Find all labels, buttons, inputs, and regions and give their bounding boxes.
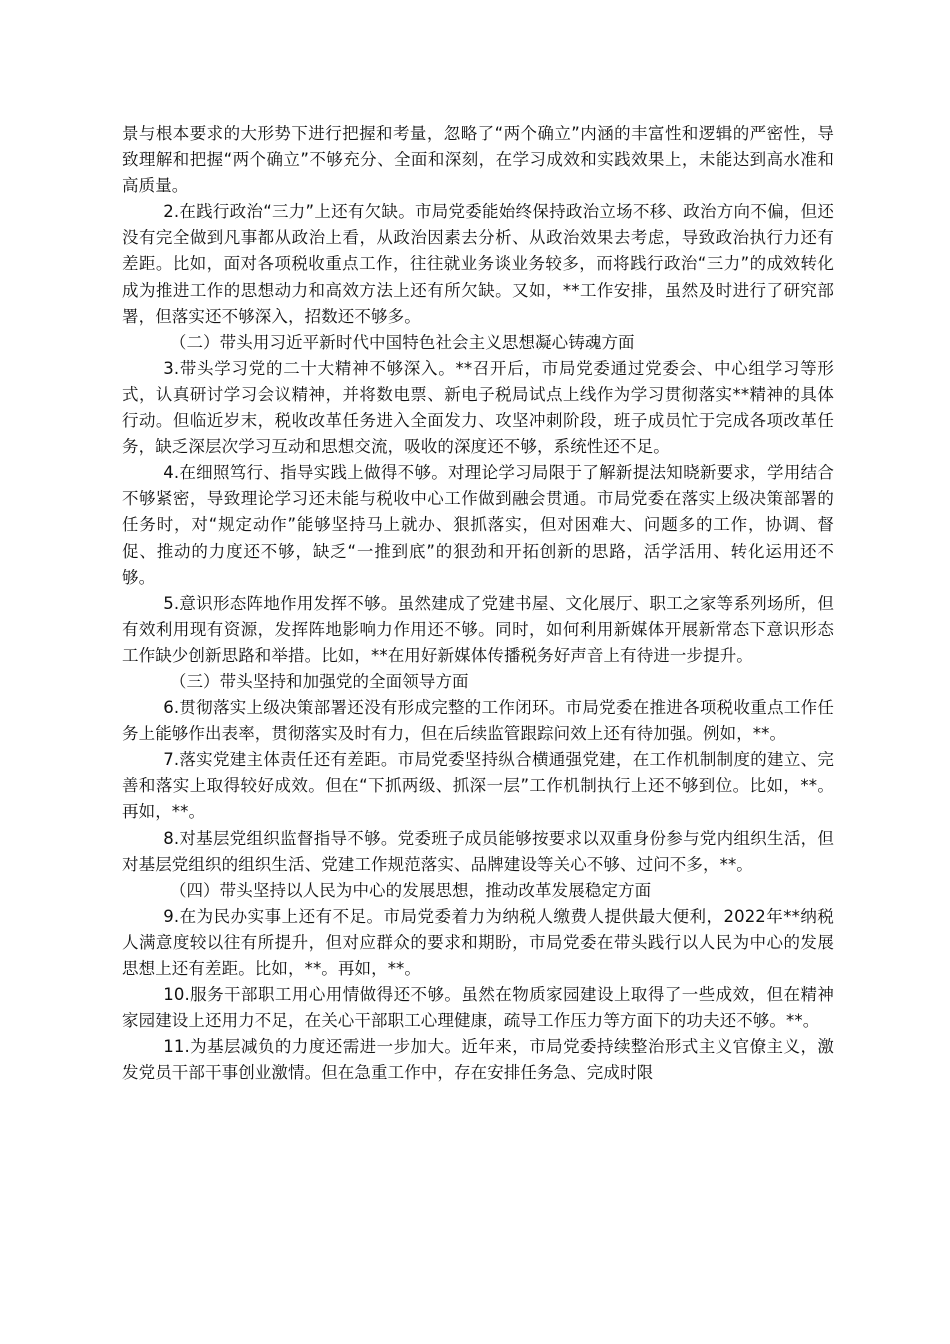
paragraph-item-8: 8.对基层党组织监督指导不够。党委班子成员能够按要求以双重身份参与党内组织生活，但对基层党组织的组织生活、党建工作规范落实、品牌建设等关心不够、过问不多，**。 <box>122 828 834 874</box>
paragraph-item-11: 11.为基层减负的力度还需进一步加大。近年来，市局党委持续整治形式主义官僚主义，激发党员干部干事创业激情。但在急重工作中，存在安排任务急、完成时限 <box>122 1037 834 1083</box>
paragraph-item-7: 7.落实党建主体责任还有差距。市局党委坚持纵合横通强党建，在工作机制制度的建立、完善和落实上取得较好成效。但在“下抓两级、抓深一层”工作机制执行上还不够到位。比如，**。再如，**。 <box>122 750 834 822</box>
paragraph-item-6: 6.贯彻落实上级决策部署还没有形成完整的工作闭环。市局党委在推进各项税收重点工作任务上能够作出表率，贯彻落实及时有力，但在后续监管跟踪问效上还有待加强。例如，**。 <box>122 698 834 744</box>
paragraph-item-9: 9.在为民办实事上还有不足。市局党委着力为纳税人缴费人提供最大便利，2022年**纳税人满意度较以往有所提升，但对应群众的要求和期盼，市局党委在带头践行以人民为中心的发展思想上还有差距。比如，**。再如，**。 <box>122 906 834 978</box>
document-page <box>122 121 834 1086</box>
section-heading-4: （四）带头坚持以人民为中心的发展思想，推动改革发展稳定方面 <box>169 880 652 900</box>
paragraph-item-10: 10.服务干部职工用心用情做得还不够。虽然在物质家园建设上取得了一些成效，但在精神家园建设上还用力不足，在关心干部职工心理健康，疏导工作压力等方面下的功夫还不够。**。 <box>122 985 834 1031</box>
paragraph-item-3: 3.带头学习党的二十大精神不够深入。**召开后，市局党委通过党委会、中心组学习等形式，认真研讨学习会议精神，并将数电票、新电子税局试点上线作为学习贯彻落实**精神的具体行动。但临近岁末，税收改革任务进入全面发力、攻坚冲刺阶段，班子成员忙于完成各项改革任务，缺乏深层次学习互动和思想交流，吸收的深度还不够，系统性还不足。 <box>122 358 834 457</box>
paragraph-continuation: 景与根本要求的大形势下进行把握和考量，忽略了“两个确立”内涵的丰富性和逻辑的严密性，导致理解和把握“两个确立”不够充分、全面和深刻，在学习成效和实践效果上，未能达到高水准和高质量。 <box>122 124 834 196</box>
section-heading-3: （三）带头坚持和加强党的全面领导方面 <box>169 671 469 691</box>
paragraph-item-5: 5.意识形态阵地作用发挥不够。虽然建成了党建书屋、文化展厅、职工之家等系列场所，但有效利用现有资源，发挥阵地影响力作用还不够。同时，如何利用新媒体开展新常态下意识形态工作缺少创新思路和举措。比如，**在用好新媒体传播税务好声音上有待进一步提升。 <box>122 593 834 665</box>
section-heading-2: （二）带头用习近平新时代中国特色社会主义思想凝心铸魂方面 <box>169 332 635 352</box>
paragraph-item-4: 4.在细照笃行、指导实践上做得不够。对理论学习局限于了解新提法知晓新要求，学用结合不够紧密，导致理论学习还未能与税收中心工作做到融会贯通。市局党委在落实上级决策部署的任务时，对“规定动作”能够坚持马上就办、狠抓落实，但对困难大、问题多的工作，协调、督促、推动的力度还不够，缺乏“一推到底”的狠劲和开拓创新的思路，活学活用、转化运用还不够。 <box>122 463 834 587</box>
paragraph-item-2: 2.在践行政治“三力”上还有欠缺。市局党委能始终保持政治立场不移、政治方向不偏，但还没有完全做到凡事都从政治上看，从政治因素去分析、从政治效果去考虑，导致政治执行力还有差距。比如，面对各项税收重点工作，往往就业务谈业务较多，而将践行政治“三力”的成效转化成为推进工作的思想动力和高效方法上还有所欠缺。又如，**工作安排，虽然及时进行了研究部署，但落实还不够深入，招数还不够多。 <box>122 202 834 326</box>
